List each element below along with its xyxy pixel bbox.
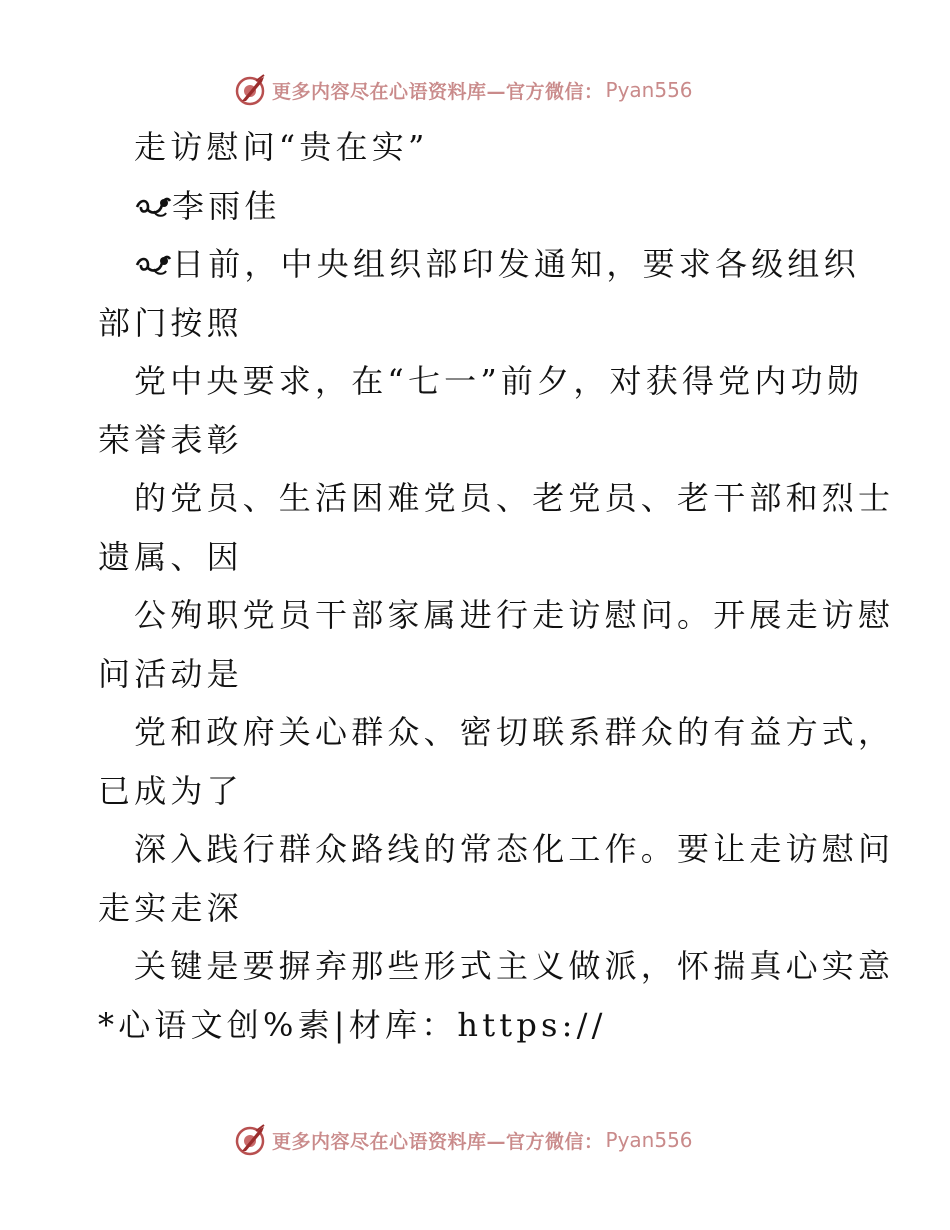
paragraph-line: 遗属、因 [98,537,243,576]
fleuron-icon [134,249,172,279]
paragraph-line: 走实走深 [98,888,243,927]
document-body [98,118,895,1054]
header-banner [234,72,693,108]
quill-logo-icon [234,1123,268,1157]
paragraph-line: 部门按照 [98,303,243,342]
fleuron-icon [134,191,172,221]
paragraph-line: 关键是要摒弃那些形式主义做派，怀揣真心实意 [134,947,895,985]
paragraph-line: 深入践行群众路线的常态化工作。要让走访慰问 [134,830,895,868]
paragraph-line: 问活动是 [98,654,243,693]
watermark-line: *心语文创%素|材库：https:// [98,1005,607,1044]
paragraph-line [98,235,858,294]
banner-text: 更多内容尽在心语资料库—官方微信： [272,1130,604,1153]
quill-logo-icon [234,73,268,107]
paragraph-line: 已成为了 [98,771,243,810]
footer-banner [234,1122,693,1158]
article-title: 走访慰问“贵在实” [134,128,429,166]
paragraph-line: 党和政府关心群众、密切联系群众的有益方式， [134,713,895,751]
paragraph-line: 公殉职党员干部家属进行走访慰问。开展走访慰 [134,596,895,634]
paragraph-line: 荣誉表彰 [98,420,243,459]
paragraph-line: 党中央要求，在“七一”前夕，对获得党内功勋 [134,362,863,400]
paragraph-line: 的党员、生活困难党员、老党员、老干部和烈士 [134,479,895,517]
paragraph-text: 日前，中央组织部印发通知，要求各级组织 [172,245,860,283]
author-name: 李雨佳 [172,186,281,225]
banner-wechat-id: Pyan556 [605,1128,693,1152]
banner-wechat-id: Pyan556 [605,78,693,102]
banner-text: 更多内容尽在心语资料库—官方微信： [272,80,604,103]
author-line [98,177,858,236]
